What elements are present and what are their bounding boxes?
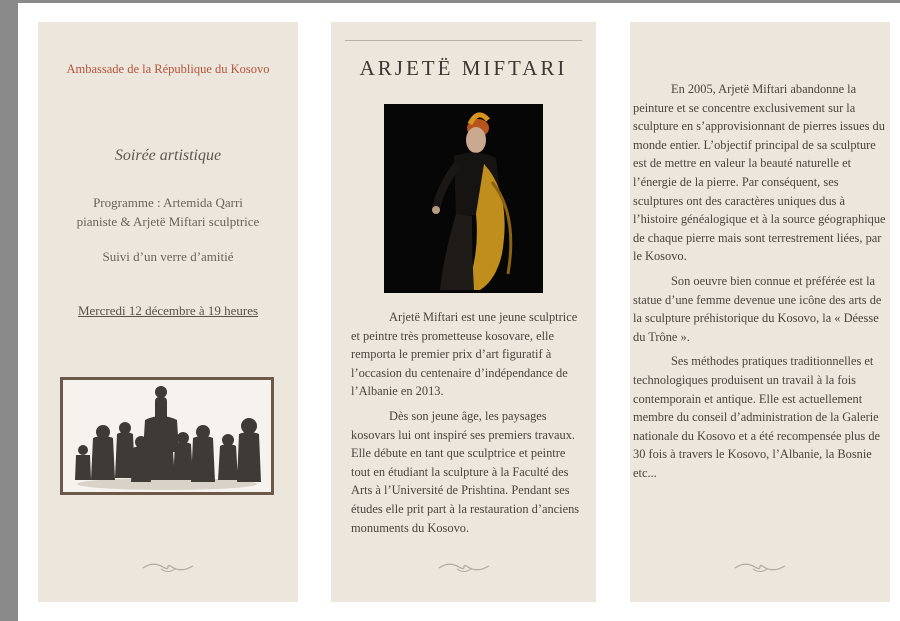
flourish-ornament-icon [141, 560, 195, 574]
bio-paragraph: Dès son jeune âge, les paysages kosovars lui ont inspiré ses premiers travaux. Elle débute en tant que sculptrice et peintre tout en étudiant la sculpture à la Faculté des Arts à l’Université de Prishtina. Pendant ses études elle prit part à la restauration d’anciens monuments du Kosovo. [351, 408, 580, 535]
flourish-ornament-icon [437, 560, 491, 574]
programme-line: pianiste & Arjetë Miftari sculptrice [76, 214, 260, 229]
embassy-heading: Ambassade de la République du Kosovo [66, 62, 270, 76]
bio-paragraph: Ses méthodes pratiques traditionnelles et technologiques produisent un travail à la fois contemporain et antique. Elle est actuellement membre du conseil d’administration de la Galerie nationale du Kosovo et a été recompensée plus de 30 fois à travers le Kosovo, l’Albanie, la Bosnie etc... [633, 354, 881, 480]
artist-portrait [384, 104, 543, 293]
reception-note: Suivi d’un verre d’amitié [102, 249, 234, 264]
sculptures-photo [60, 377, 274, 495]
artist-name: ARJETË MIFTARI [359, 56, 568, 80]
invitation-panel [38, 22, 298, 602]
programme-line: Programme : Artemida Qarri [93, 195, 243, 210]
biography-panel [630, 22, 890, 602]
window-frame-top [0, 0, 900, 3]
event-date: Mercredi 12 décembre à 19 heures [77, 303, 259, 318]
artist-biography-continued [633, 80, 887, 488]
bio-paragraph: Son oeuvre bien connue et préférée est la statue d’une femme devenue une icône des arts de la sculpture préhistorique du Kosovo, la « Déesse du Trône ». [633, 273, 882, 344]
artist-bio [351, 308, 587, 543]
sculptures-illustration [63, 380, 271, 492]
bio-paragraph: En 2005, Arjetë Miftari abandonne la peinture et se concentre exclusivement sur la sculpture en s’approvisionnant de pierres issues du monde entier. L’objectif principal de sa sculpture est de mettre en valeur la beauté naturelle et l’énergie de la pierre. Par conséquent, ses sculptures ont des caractères uniques dus à l’histoire généalogique et à la source géographique de chaque pierre mais sont terrestrement liées, par le Kosovo. [633, 82, 886, 264]
programme-text [38, 193, 298, 231]
flourish-ornament-icon [733, 560, 787, 574]
divider [345, 40, 582, 41]
artist-panel [331, 22, 596, 602]
event-title: Soirée artistique [114, 147, 222, 164]
bio-paragraph: Arjetë Miftari est une jeune sculptrice et peintre très prometteuse kosovare, elle remporta le premier prix d’art figuratif à l’occasion du centenaire d’indépendance de l’Albanie en 2013. [351, 310, 578, 399]
portrait-illustration [384, 104, 543, 293]
window-frame-left [0, 0, 18, 621]
